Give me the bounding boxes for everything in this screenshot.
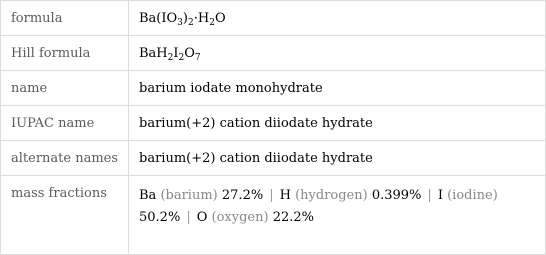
alternate-names-value: barium(+2) cation diiodate hydrate: [129, 141, 546, 176]
iupac-name-label: IUPAC name: [1, 106, 129, 141]
separator: |: [427, 188, 432, 203]
mass-fractions-label: mass fractions: [1, 176, 129, 255]
iupac-name-value: barium(+2) cation diiodate hydrate: [129, 106, 546, 141]
name-row: [1, 71, 546, 106]
formula-row: [1, 1, 546, 36]
alternate-names-row: [1, 141, 546, 176]
hill-formula-value: $BaH_2I_2O_7$: [129, 36, 546, 71]
separator: |: [269, 188, 274, 203]
mass-fractions-row: [1, 176, 546, 255]
mass-fraction-item: I (iodine) 50.2%: [139, 188, 498, 225]
name-label: name: [1, 71, 129, 106]
mass-fraction-item: Ba (barium) 27.2%: [139, 188, 264, 203]
mass-fraction-item: O (oxygen) 22.2%: [196, 210, 315, 225]
separator: |: [186, 210, 191, 225]
hill-formula-row: [1, 36, 546, 71]
formula-label: formula: [1, 1, 129, 36]
mass-fractions-value: [129, 176, 546, 255]
formula-value: $Ba(IO_3)_2\cdot H_2O$: [129, 1, 546, 36]
mass-fraction-item: H (hydrogen) 0.399%: [279, 188, 422, 203]
name-value: barium iodate monohydrate: [129, 71, 546, 106]
iupac-name-row: [1, 106, 546, 141]
hill-formula-label: Hill formula: [1, 36, 129, 71]
alternate-names-label: alternate names: [1, 141, 129, 176]
